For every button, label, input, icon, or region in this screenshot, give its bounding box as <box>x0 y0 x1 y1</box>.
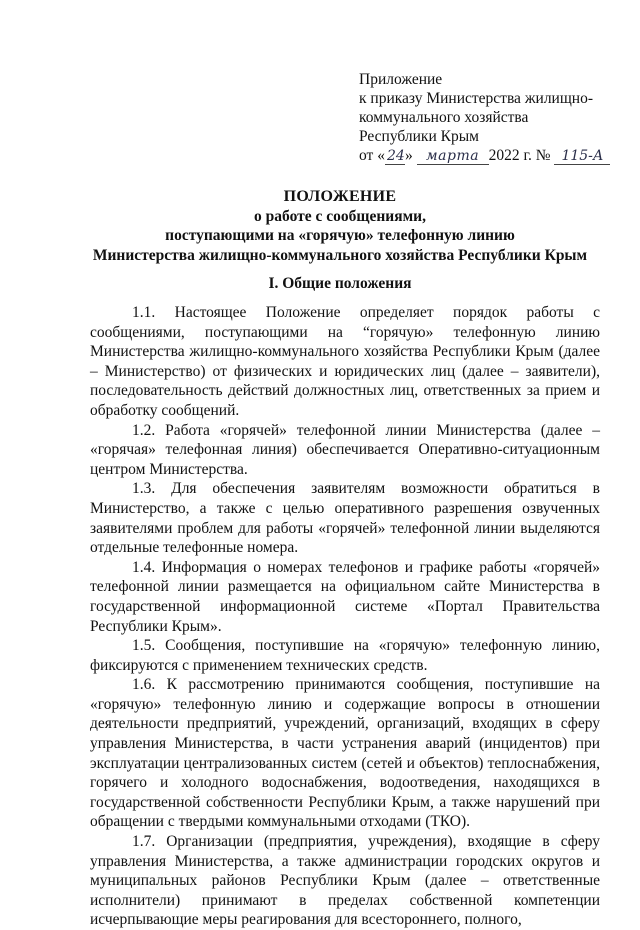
section-heading: I. Общие положения <box>268 275 412 292</box>
appendix-line-3: коммунального хозяйства <box>359 109 529 126</box>
title-line-2: о работе с сообщениями, <box>254 207 426 225</box>
paragraph-1-1: 1.1. Настоящее Положение определяет порядок работы с сообщениями, поступающими на “горячую» телефонную линию Министерства жилищно-коммунального хозяйства Республики Крым (далее – Министерство) от физических и юридических лиц (далее – заявители), последовательность действий должностных лиц, ответственных за прием и обработку сообщений. <box>90 304 600 419</box>
appendix-line-2: к приказу Министерства жилищно- <box>359 90 593 107</box>
appendix-line-1: Приложение <box>359 71 443 88</box>
handwritten-order-number: 115-А <box>554 149 610 165</box>
appendix-header <box>359 70 629 165</box>
date-year: 2022 г. № <box>488 147 551 164</box>
handwritten-month: марта <box>417 149 489 165</box>
body-text <box>90 303 600 930</box>
paragraph-1-2: 1.2. Работа «горячей» телефонной линии Министерства (далее – «горячая» телефонная линия) обеспечивается Оперативно-ситуационным центром Министерства. <box>90 421 600 478</box>
paragraph-1-7: 1.7. Организации (предприятия, учреждения), входящие в сферу управления Министерства, а также администрации городских округов и муниципальных районов Республики Крым (далее – ответственные исполнители) принимают в пределах собственной компетенции исчерпывающие меры реагирования для всестороннего, полного, <box>90 833 600 929</box>
title-line-4: Министерства жилищно-коммунального хозяйства Республики Крым <box>92 246 588 264</box>
paragraph-1-6: 1.6. К рассмотрению принимаются сообщения, поступившие на «горячую» телефонную линию и содержащие вопросы в отношении деятельности предприятий, учреждений, организаций, входящих в сферу управления Министерства, в части устранения аварий (инцидентов) при эксплуатации централизованных систем (сетей и объектов) теплоснабжения, горячего и холодного водоснабжения, водоотведения, находящихся в государственной собственности Республики Крым, а также нарушений при обращении с твердыми коммунальными отходами (ТКО). <box>90 676 600 831</box>
document-title <box>40 187 640 265</box>
date-mid: » <box>404 147 413 164</box>
title-line-3: поступающими на «горячую» телефонную линию <box>165 227 515 244</box>
paragraph-1-5: 1.5. Сообщения, поступившие на «горячую» телефонную линию, фиксируются с применением технических средств. <box>90 637 600 674</box>
appendix-line-4: Республики Крым <box>359 128 479 145</box>
handwritten-day: 24 <box>386 148 405 164</box>
paragraph-1-4: 1.4. Информация о номерах телефонов и графике работы «горячей» телефонной линии размещается на официальном сайте Министерства в государственной информационной системе «Портал Правительства Республики Крым». <box>90 558 600 635</box>
appendix-date-line <box>359 146 629 165</box>
date-prefix: от « <box>359 147 385 164</box>
paragraph-1-3: 1.3. Для обеспечения заявителям возможности обратиться в Министерство, а также с целью оперативного разрешения озвученных заявителями проблем для работы «горячей» телефонной линии выделяются отдельные телефонные номера. <box>90 480 600 557</box>
title-line-1: ПОЛОЖЕНИЕ <box>283 188 397 205</box>
